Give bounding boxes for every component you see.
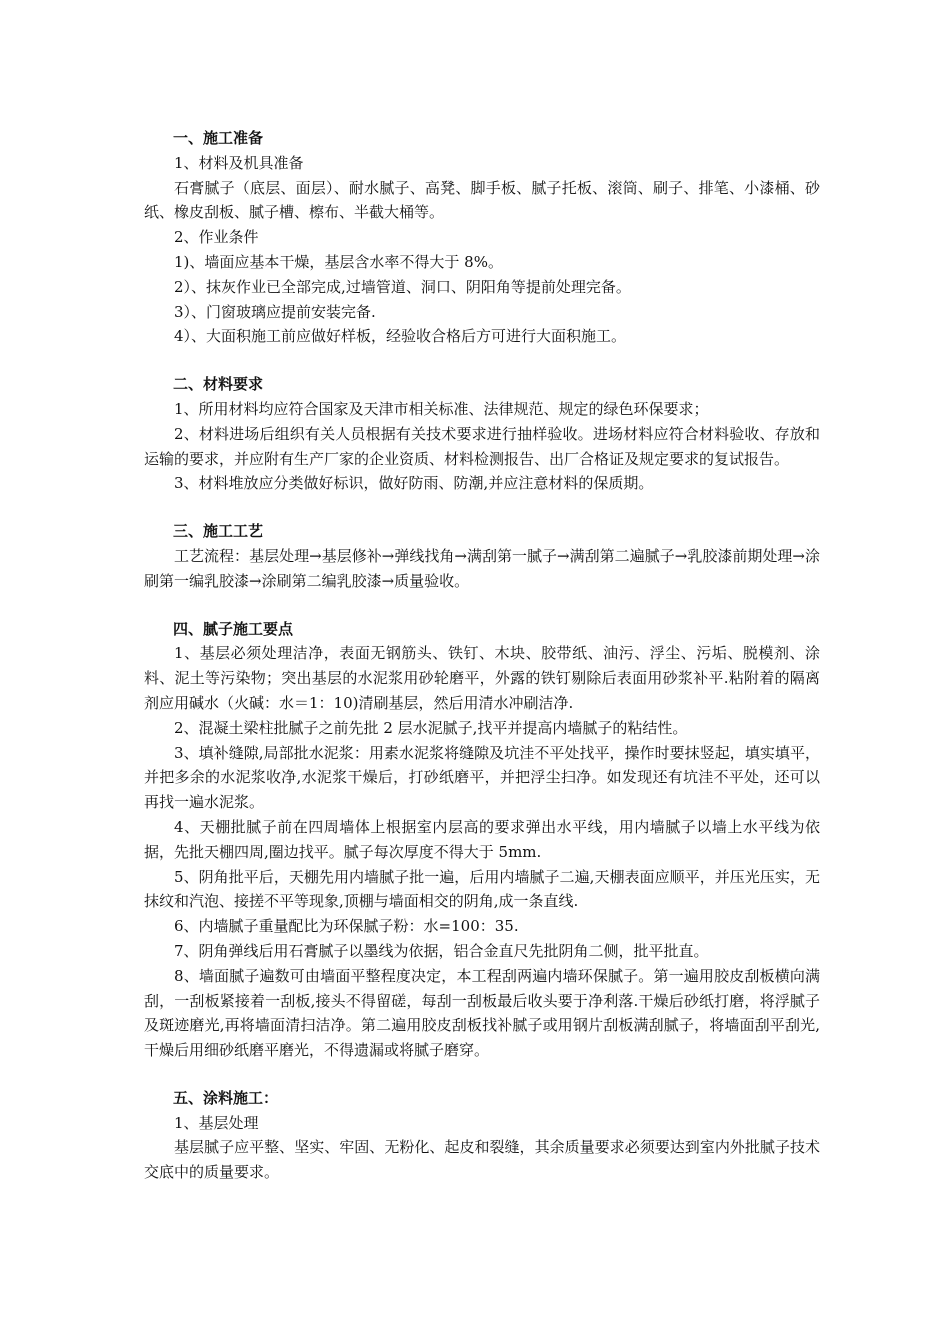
paragraph: 3）、门窗玻璃应提前安装完备. [174,302,376,321]
paragraph: 8、墙面腻子遍数可由墙面平整程度决定，本工程刮两遍内墙环保腻子。第一遍用胶皮刮板横向满刮，一刮板紧接着一刮板,接头不得留磋，每刮一刮板最后收头要于净利落.干燥后砂纸打磨，将浮腻子及斑迹磨光,再将墙面清扫洁净。第二遍用胶皮刮板找补腻子或用钢片刮板满刮腻子，将墙面刮平刮光,干燥后用细砂纸磨平磨光，不得遗漏或将腻子磨穿。 [144,966,820,1060]
paragraph: 1、基层处理 [174,1113,259,1132]
section-putty-key-points [144,617,820,1063]
paragraph: 1)、墙面应基本干燥，基层含水率不得大于 8%。 [174,252,503,271]
paragraph: 2、材料进场后组织有关人员根据有关技术要求进行抽样验收。进场材料应符合材料验收、存放和运输的要求，并应附有生产厂家的企业资质、材料检测报告、出厂合格证及规定要求的复试报告。 [144,424,820,468]
paragraph: 2、作业条件 [174,228,259,247]
paragraph: 5、阴角批平后，天棚先用内墙腻子批一遍，后用内墙腻子二遍,天棚表面应顺平，并压光压实，无抹纹和汽泡、接搓不平等现象,顶棚与墙面相交的阴角,成一条直线. [144,867,820,911]
section-material-requirements [144,372,820,496]
paragraph: 1、基层必须处理洁净，表面无钢筋头、铁钉、木块、胶带纸、油污、浮尘、污垢、脱模剂、涂料、泥土等污染物；突出基层的水泥浆用砂轮磨平，外露的铁钉剔除后表面用砂浆补平.粘附着的隔离剂应用碱水（火碱：水＝1：10)清刷基层，然后用清水冲刷洁净. [144,644,820,712]
paragraph: 1、材料及机具准备 [174,153,304,172]
paragraph: 3、材料堆放应分类做好标识，做好防雨、防潮,并应注意材料的保质期。 [174,474,654,493]
paragraph: 基层腻子应平整、坚实、牢固、无粉化、起皮和裂缝，其余质量要求必须要达到室内外批腻子技术交底中的质量要求。 [144,1138,820,1182]
paragraph: 6、内墙腻子重量配比为环保腻子粉：水=100：35. [174,917,519,936]
section-heading: 二、材料要求 [173,375,264,394]
section-construction-process [144,519,820,593]
document-body [144,126,820,1208]
paragraph: 3、填补缝隙,局部批水泥浆：用素水泥浆将缝隙及坑洼不平处找平，操作时要抹竖起，填实填平，并把多余的水泥浆收净,水泥浆干燥后，打砂纸磨平，并把浮尘扫净。如发现还有坑洼不平处，还可以再找一遍水泥浆。 [144,743,820,812]
paragraph: 工艺流程：基层处理→基层修补→弹线找角→满刮第一腻子→满刮第二遍腻子→乳胶漆前期处理→涂刷第一编乳胶漆→涂刷第二编乳胶漆→质量验收。 [144,546,820,590]
paragraph: 7、阴角弹线后用石膏腻子以墨线为依据，铝合金直尺先批阴角二侧，批平批直。 [174,941,709,960]
section-heading: 三、施工工艺 [173,522,264,541]
paragraph: 4、天棚批腻子前在四周墙体上根据室内层高的要求弹出水平线，用内墙腻子以墙上水平线为依据，先批天棚四周,圈边找平。腻子每次厚度不得大于 5mm. [144,817,820,861]
section-coating-construction [144,1086,820,1185]
section-heading: 五、涂料施工： [173,1088,279,1107]
section-heading: 一、施工准备 [173,129,264,147]
paragraph: 2）、抹灰作业已全部完成,过墙管道、洞口、阴阳角等提前处理完备。 [174,277,631,296]
paragraph: 2、混凝土梁柱批腻子之前先批 2 层水泥腻子,找平并提高内墙腻子的粘结性。 [174,718,688,737]
paragraph: 石膏腻子（底层、面层）、耐水腻子、高凳、脚手板、腻子托板、滚筒、刷子、排笔、小漆桶、砂纸、橡皮刮板、腻子槽、檫布、半截大桶等。 [144,178,820,222]
section-construction-preparation [144,126,820,349]
section-heading: 四、腻子施工要点 [173,619,294,638]
paragraph: 4）、大面积施工前应做好样板，经验收合格后方可进行大面积施工。 [174,327,627,346]
paragraph: 1、所用材料均应符合国家及天津市相关标准、法律规范、规定的绿色环保要求； [174,399,709,418]
